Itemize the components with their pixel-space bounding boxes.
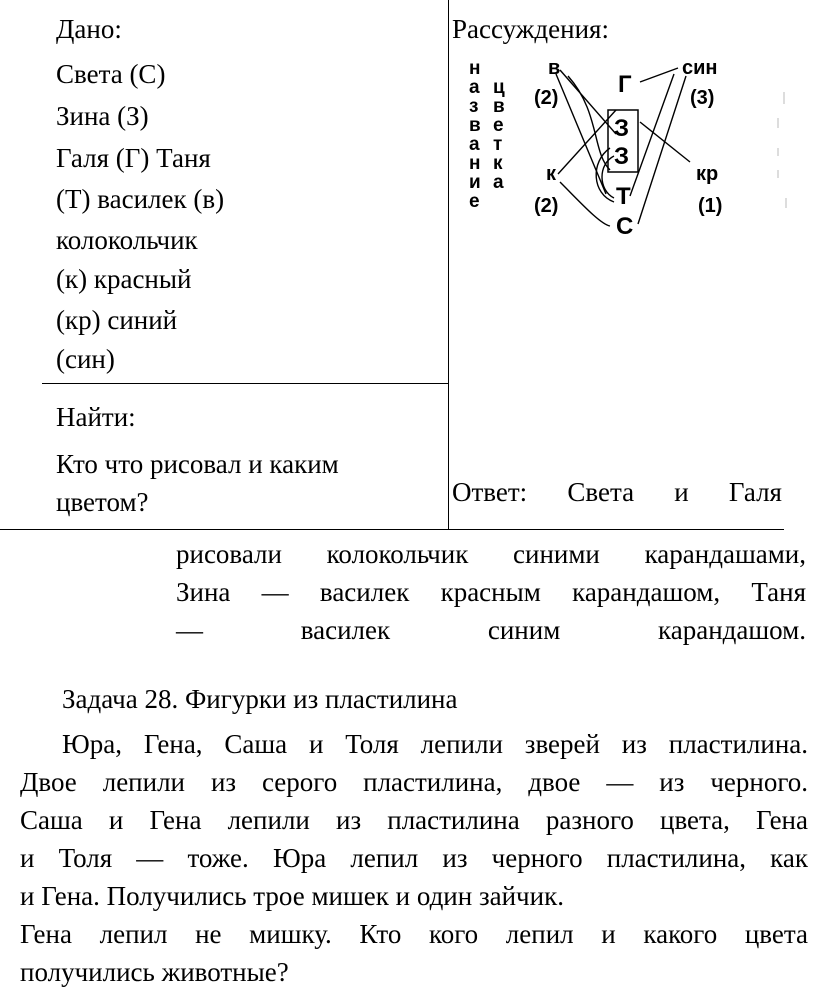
task-line: Саша и Гена лепили из пластилина разного цвета, Гена — [20, 805, 808, 835]
vertical-letter: и — [469, 172, 481, 193]
vertical-letter: а — [493, 172, 504, 193]
link-line — [638, 76, 686, 224]
given-line: колокольчик — [56, 225, 198, 255]
answer-word: и — [674, 477, 689, 507]
vertical-letter: е — [469, 191, 480, 212]
given-line: (к) красный — [56, 264, 192, 294]
vertical-letter: а — [469, 77, 480, 98]
table-divider-horizontal — [42, 383, 448, 384]
answer-line: Зина — василек красным карандашом, Таня — [176, 577, 806, 607]
table-divider-vertical — [448, 0, 449, 530]
flower-label-kolokolchik: к — [546, 163, 557, 185]
task-line: и Толя — тоже. Юра лепил из черного пластилина, как — [20, 843, 808, 873]
color-count-blue: (3) — [690, 87, 715, 109]
flower-count-vasilek: (2) — [534, 87, 559, 109]
answer-label: Ответ: — [452, 477, 528, 507]
vertical-letter: з — [469, 96, 479, 117]
flower-count-kolokolchik: (2) — [534, 195, 559, 217]
answer-word: Галя — [728, 477, 782, 507]
girl-label-galya: Г — [618, 71, 632, 98]
vertical-letter: е — [493, 115, 504, 136]
answer-line: рисовали колокольчик синими карандашами, — [176, 539, 806, 569]
given-line: (кр) синий — [56, 305, 178, 335]
vertical-letter: в — [493, 96, 505, 117]
color-label-blue: син — [682, 57, 718, 79]
vertical-letter: н — [469, 58, 481, 79]
given-line: (Т) василек (в) — [56, 184, 225, 214]
task-line: Гена лепил не мишку. Кто кого лепил и какого цвета — [20, 919, 808, 949]
flower-label-vasilek: в — [548, 57, 561, 79]
vertical-letter: ц — [493, 77, 505, 98]
given-line: Света (С) — [56, 59, 166, 89]
answer-line: — василек синим карандашом. — [176, 615, 806, 645]
color-label-red: кр — [696, 163, 719, 185]
task-title: Задача 28. Фигурки из пластилина — [62, 684, 458, 714]
given-line: (син) — [56, 344, 115, 374]
girl-label-sveta: С — [616, 213, 634, 240]
link-line — [560, 182, 610, 226]
task-line: Юра, Гена, Саша и Толя лепили зверей из пластилина. — [62, 729, 808, 759]
task-line: Двое лепили из серого пластилина, двое — из черного. — [20, 767, 808, 797]
find-line: Кто что рисовал и каким — [56, 449, 339, 479]
find-heading: Найти: — [56, 402, 136, 432]
answer-continuation — [176, 535, 806, 649]
girl-label-tanya: Т — [616, 183, 631, 210]
answer-first-line — [452, 477, 782, 507]
given-heading: Дано: — [56, 14, 122, 44]
table-bottom-rule — [0, 529, 784, 530]
link-line — [556, 74, 606, 194]
vertical-letter: а — [469, 134, 480, 155]
answer-word: Света — [567, 477, 635, 507]
color-count-red: (1) — [698, 195, 723, 217]
vertical-letter: к — [493, 153, 503, 174]
reasoning-diagram — [460, 52, 805, 252]
task-line: и Гена. Получились трое мишек и один зайчик. — [20, 881, 564, 911]
vertical-letter: в — [469, 115, 481, 136]
vertical-letter: н — [469, 153, 481, 174]
task-body — [20, 725, 808, 991]
reasoning-heading: Рассуждения: — [452, 14, 609, 44]
link-line — [596, 148, 614, 202]
girl-label-zina: З — [614, 143, 630, 170]
link-line — [640, 122, 690, 162]
vertical-letter: т — [493, 134, 503, 155]
find-line: цветом? — [56, 487, 149, 517]
girl-label-zina: З — [614, 115, 630, 142]
given-line: Зина (З) — [56, 101, 149, 131]
given-line: Галя (Г) Таня — [56, 143, 211, 173]
task-line: получились животные? — [20, 957, 289, 987]
